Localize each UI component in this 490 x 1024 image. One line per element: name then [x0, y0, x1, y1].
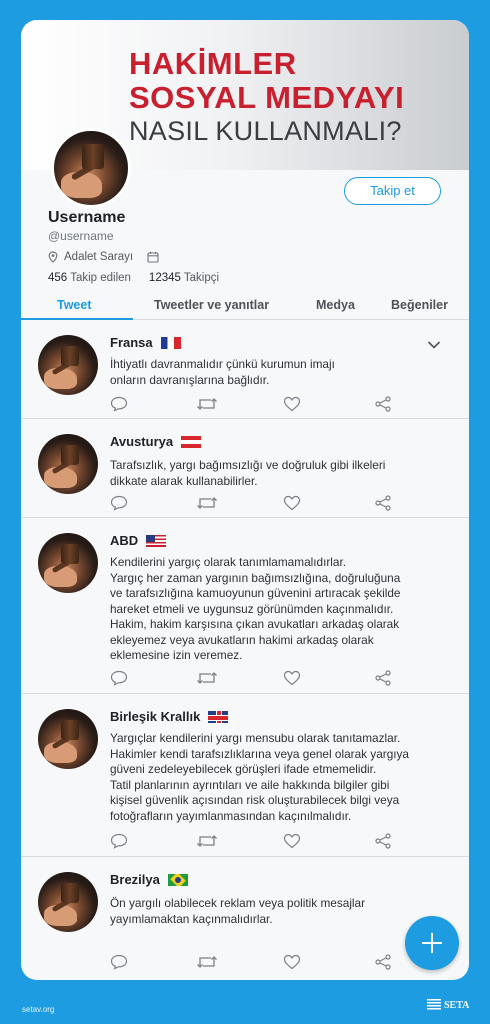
usa-flag-icon [146, 535, 166, 547]
like-heart-icon[interactable] [283, 833, 301, 854]
profile-meta [48, 251, 159, 263]
headline-line-2: SOSYAL MEDYAYI [129, 80, 405, 115]
france-flag-icon [161, 337, 181, 349]
tab-likes[interactable]: Beğeniler [391, 298, 448, 312]
share-icon[interactable] [374, 396, 392, 417]
compose-tweet-button[interactable] [405, 916, 459, 970]
tweet-author: Avusturya [110, 434, 201, 449]
retweet-icon[interactable] [196, 495, 218, 516]
tweet-actions [110, 495, 392, 513]
reply-icon[interactable] [110, 833, 128, 854]
followers-stat[interactable]: 12345 Takipçi [148, 272, 220, 284]
tweet-author: Brezilya [110, 872, 188, 887]
uk-flag-icon [208, 711, 228, 723]
following-stat[interactable]: 456 Takip edilen [48, 272, 131, 284]
tweet-avatar[interactable] [38, 434, 98, 494]
tweet-actions [110, 396, 392, 414]
tweet-text: Yargıçlar kendilerini yargı mensubu olarak tanıtamazlar. Hakimler kendi tarafsızlıklarına veya genel olarak yargıya güveni zedeleyebilecek görüşleri ifade etmemelidir. Tatil planlarının ayrıntıları ve aile hakkında bilgiler gibi kişisel güvenlik açısından risk oluşturabilecek bilgi veya fotoğrafların yayımlanmasından kaçınılmalıdır. [110, 731, 409, 823]
tweet-text: Kendilerini yargıç olarak tanımlamamalıdırlar. Yargıç her zaman yargının bağımsızlığına, doğruluğuna ve tarafsızlığına kamuoyunun güvenini artıracak şekilde hareket etmeli ve uygunsuz görünümden kaçınmalıdır. Hakim, hakim karşısına çıkan avukatları arkadaş olarak ekleyemez veya avukatların hakimi arkadaş olarak eklemesine izin veremez. [110, 555, 401, 662]
reply-icon[interactable] [110, 495, 128, 516]
profile-tabs [21, 294, 469, 320]
tweet-avatar[interactable] [38, 533, 98, 593]
headline-line-3: NASIL KULLANMALI? [129, 116, 402, 146]
tweet-author: Fransa [110, 335, 181, 350]
retweet-icon[interactable] [196, 396, 218, 417]
reply-icon[interactable] [110, 954, 128, 975]
tweet-text: Tarafsızlık, yargı bağımsızlığı ve doğruluk gibi ilkeleri dikkate alarak kullanabilirler. [110, 458, 386, 488]
share-icon[interactable] [374, 495, 392, 516]
austria-flag-icon [181, 436, 201, 448]
chevron-down-icon[interactable] [427, 340, 441, 350]
tweet-item[interactable] [21, 694, 469, 857]
profile-avatar[interactable] [51, 128, 131, 208]
tweet-avatar[interactable] [38, 872, 98, 932]
like-heart-icon[interactable] [283, 670, 301, 691]
tweet-actions [110, 670, 392, 688]
tab-tweet[interactable]: Tweet [57, 298, 92, 312]
follow-button[interactable]: Takip et [344, 177, 441, 205]
tweet-item[interactable] [21, 518, 469, 694]
profile-stats [48, 272, 219, 284]
profile-location: Adalet Sarayı [64, 251, 134, 263]
phone-screen [21, 20, 469, 980]
tweet-item[interactable] [21, 320, 469, 419]
tweet-text: İhtiyatlı davranmalıdır çünkü kurumun imajı onların davranışlarına bağlıdır. [110, 357, 335, 387]
footer-logo: SETA [427, 999, 469, 1011]
seta-logo-icon [427, 999, 441, 1011]
tweet-author: ABD [110, 533, 166, 548]
retweet-icon[interactable] [196, 954, 218, 975]
tweet-item[interactable] [21, 857, 469, 980]
reply-icon[interactable] [110, 670, 128, 691]
share-icon[interactable] [374, 670, 392, 691]
reply-icon[interactable] [110, 396, 128, 417]
tweet-avatar[interactable] [38, 335, 98, 395]
retweet-icon[interactable] [196, 833, 218, 854]
like-heart-icon[interactable] [283, 396, 301, 417]
calendar-icon [147, 251, 159, 263]
profile-handle: @username [48, 229, 114, 243]
tweet-author: Birleşik Krallık [110, 709, 228, 724]
footer-website: setav.org [22, 1005, 55, 1014]
retweet-icon[interactable] [196, 670, 218, 691]
tweet-text: Ön yargılı olabilecek reklam veya politik mesajlar yayımlamaktan kaçınmalıdırlar. [110, 896, 366, 926]
tweet-item[interactable] [21, 419, 469, 518]
tweet-avatar[interactable] [38, 709, 98, 769]
share-icon[interactable] [374, 954, 392, 975]
profile-username: Username [48, 209, 126, 226]
brazil-flag-icon [168, 874, 188, 886]
location-pin-icon [48, 251, 58, 263]
tab-media[interactable]: Medya [316, 298, 355, 312]
like-heart-icon[interactable] [283, 954, 301, 975]
share-icon[interactable] [374, 833, 392, 854]
tweet-actions [110, 833, 392, 851]
headline-line-1: HAKİMLER [129, 46, 297, 81]
like-heart-icon[interactable] [283, 495, 301, 516]
tweet-actions [110, 954, 392, 972]
tab-tweets-and-replies[interactable]: Tweetler ve yanıtlar [154, 298, 270, 312]
